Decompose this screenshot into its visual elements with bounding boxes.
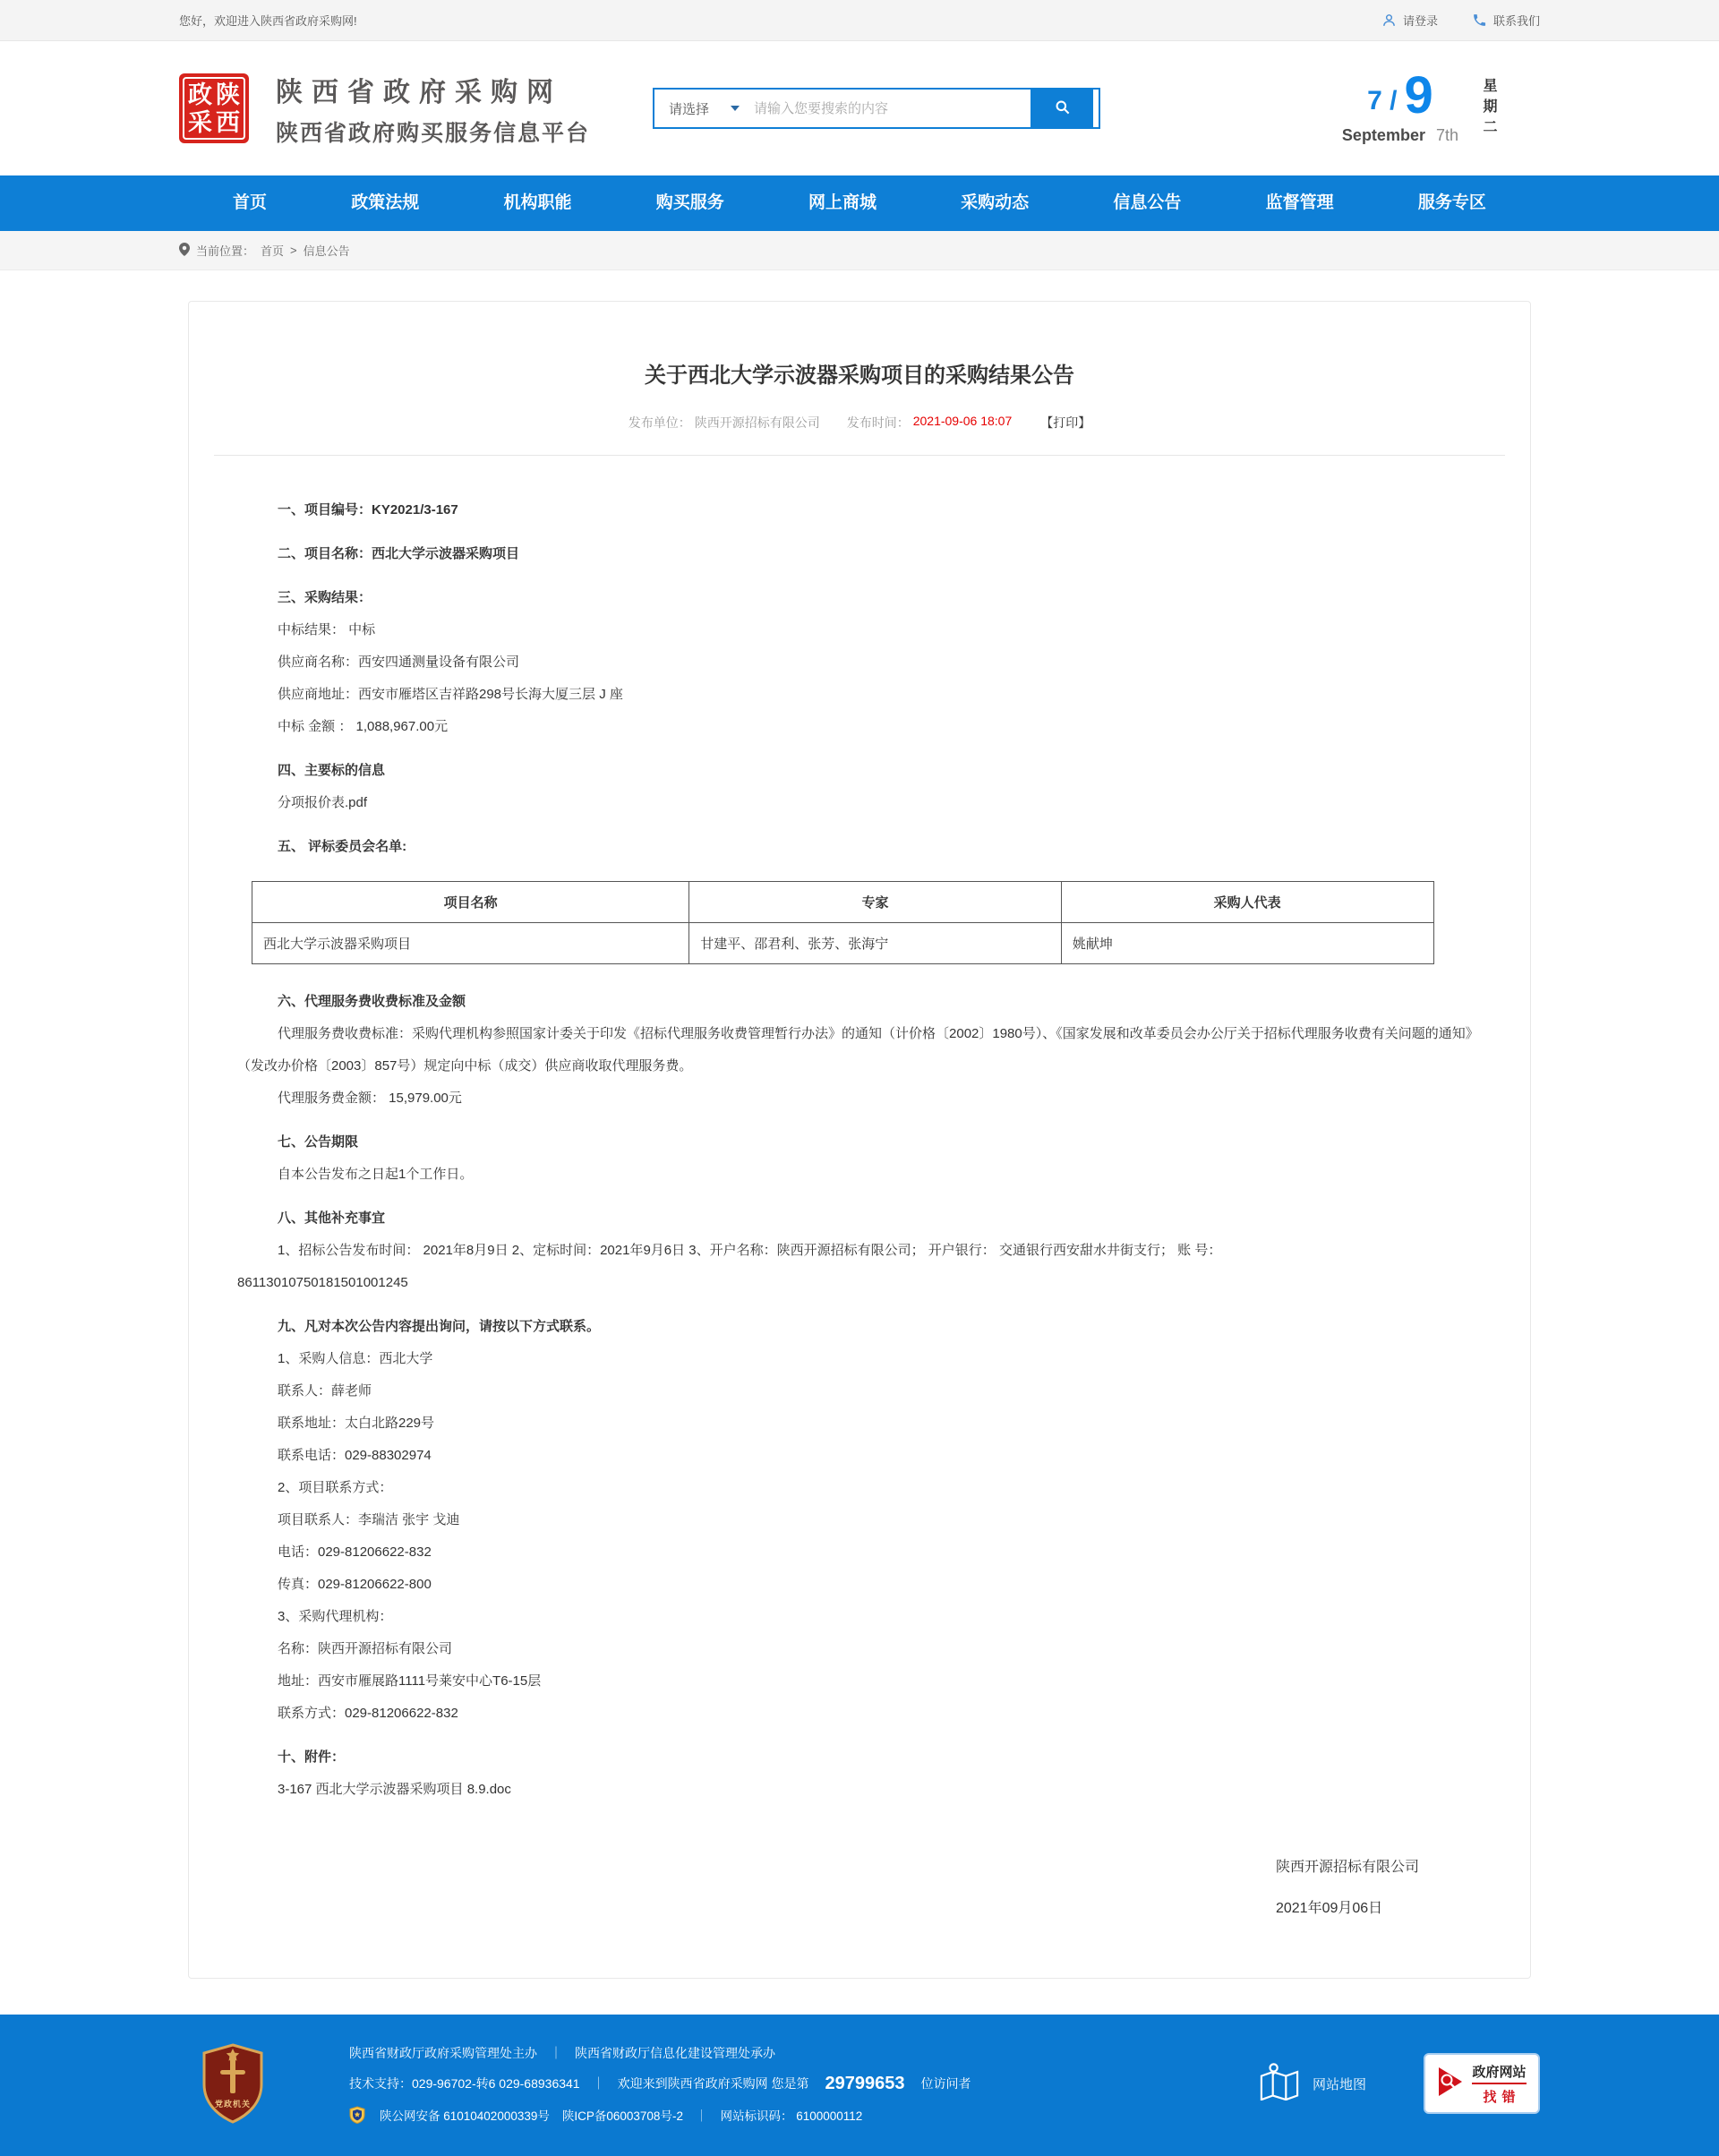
article-body [214,456,1505,1929]
breadcrumb-home-link[interactable]: 首页 [261,244,285,258]
table-header-experts: 专家 [689,882,1062,923]
account-number: 86113010750181501001245 [237,1275,408,1290]
print-button[interactable]: 【打印】 [1040,415,1091,430]
breadcrumb-current: 信息公告 [303,244,350,258]
visitor-count: 29799653 [825,2073,905,2093]
body-paragraph: 中标结果： 中标 [278,622,376,637]
party-government-emblem [201,2043,265,2124]
signature-company: 陕西开源招标有限公司 [1275,1860,1419,1875]
body-paragraph: 供应商地址：西安市雁塔区吉祥路298号长海大厦三层 J 座 [278,687,623,702]
date-ordinal: 7th [1435,125,1458,144]
article-title: 关于西北大学示波器采购项目的采购结果公告 [645,364,1074,388]
location-pin-icon [179,243,190,259]
table-cell-purchaser-rep: 姚献坤 [1061,923,1433,964]
gov-site-error-report-badge[interactable]: 政府网站 找错 [1424,2053,1540,2114]
table-header-project: 项目名称 [252,882,689,923]
date-day: 9 [1404,65,1433,124]
body-paragraph: 传真：029-81206622-800 [278,1577,432,1592]
article-meta [214,414,1505,456]
body-paragraph: 供应商名称：西安四通测量设备有限公司 [278,654,520,670]
article-container [188,301,1531,1979]
section-heading: 三、采购结果： [278,590,372,605]
phone-icon [1472,13,1487,28]
body-paragraph: 中标 金额 ： 1,088,967.00元 [278,719,449,734]
date-weekday: 星期二 [1481,77,1496,140]
site-logo [179,70,590,148]
main-nav [0,175,1719,231]
nav-item-functions[interactable]: 机构职能 [503,193,572,212]
site-subtitle: 陕西省政府购买服务信息平台 [276,120,591,146]
section-heading: 七、公告期限 [278,1134,359,1150]
nav-item-supervision[interactable]: 监督管理 [1265,193,1334,212]
chevron-down-icon [731,106,740,111]
section-heading: 二、项目名称：西北大学示波器采购项目 [278,546,520,561]
nav-item-procurement-news[interactable]: 采购动态 [961,193,1030,212]
body-paragraph: 联系电话：029-88302974 [278,1448,432,1463]
publisher-label: 发布单位： [628,415,691,430]
body-paragraph: 名称：陕西开源招标有限公司 [278,1641,453,1656]
table-header-purchaser-rep: 采购人代表 [1061,882,1433,923]
table-row [252,923,1434,964]
site-header [0,41,1719,175]
body-paragraph: 项目联系人：李瑞洁 张宇 戈迪 [278,1512,460,1527]
footer-line-beian: 陕公网安备 61010402000339号 陕ICP备06003708号-2 ｜ 网站标识码： 6100000112 [349,2106,971,2124]
bid-price-pdf-link[interactable]: 分项报价表.pdf [278,795,368,810]
search-input[interactable] [754,90,1031,127]
date-month: 7 / [1367,85,1398,116]
search-button[interactable] [1031,90,1093,127]
footer-line-organizers: 陕西省财政厅政府采购管理处主办 ｜ 陕西省财政厅信息化建设管理处承办 [349,2045,775,2060]
section-heading: 六、代理服务费收费标准及金额 [278,994,466,1009]
publisher-value: 陕西开源招标有限公司 [694,415,820,430]
nav-item-home[interactable]: 首页 [233,193,268,212]
topbar [0,0,1719,41]
nav-item-purchase-services[interactable]: 购买服务 [655,193,724,212]
nav-item-announcements[interactable]: 信息公告 [1113,193,1182,212]
section-heading: 八、其他补充事宜 [278,1211,386,1226]
error-report-flag-icon [1437,2066,1464,2101]
breadcrumb-bar [0,231,1719,270]
body-paragraph: 代理服务费收费标准：采购代理机构参照国家计委关于印发《招标代理服务收费管理暂行办法》的通知（计价格〔2002〕1980号）、《国家发展和改革委员会办公厅关于招标代理服务收费有关问题的通知》（发改办价格〔2003〕857号）规定向中标（成交）供应商收取代理服务费。 [237,1026,1479,1074]
body-paragraph: 3、采购代理机构： [278,1609,393,1624]
body-paragraph: 2、项目联系方式： [278,1480,393,1495]
table-cell-project: 西北大学示波器采购项目 [252,923,689,964]
body-paragraph: 联系人：薛老师 [278,1383,372,1399]
section-heading: 五、 评标委员会名单: [278,839,407,854]
publish-time-label: 发布时间： [846,415,910,430]
signature-date: 2021年09月06日 [1275,1901,1383,1916]
police-badge-icon [349,2106,365,2124]
breadcrumb-separator: > [290,244,297,257]
evaluation-committee-table [252,881,1434,964]
nav-item-policies[interactable]: 政策法规 [351,193,420,212]
map-icon [1259,2063,1300,2104]
section-heading: 十、附件： [278,1750,346,1765]
body-paragraph: 1、采购人信息：西北大学 [278,1351,433,1366]
body-paragraph: 代理服务费金额： 15,979.00元 [278,1091,462,1106]
search-category-select[interactable]: 请选择 [654,99,754,118]
sitemap-link[interactable]: 网站地图 [1259,2063,1366,2104]
search-box [653,88,1100,129]
publish-time-value: 2021-09-06 18:07 [912,414,1013,428]
footer-line-support: 技术支持：029-96702-转6 029-68936341 ｜ 欢迎来到陕西省政府采购网 您是第 29799653 位访问者 [349,2073,971,2093]
nav-item-service-zone[interactable]: 服务专区 [1417,193,1486,212]
table-cell-experts: 甘建平、邵君利、张芳、张海宁 [689,923,1062,964]
signature-block [1276,1847,1419,1929]
beian-icp[interactable]: 陕ICP备06003708号-2 [561,2109,683,2123]
breadcrumb-label: 当前位置： [196,244,255,258]
body-paragraph: 联系方式：029-81206622-832 [278,1706,458,1721]
beian-gongan[interactable]: 陕公网安备 61010402000339号 [380,2109,550,2123]
attachment-doc-link[interactable]: 3-167 西北大学示波器采购项目 8.9.doc [278,1782,511,1797]
section-heading: 四、主要标的信息 [278,763,386,778]
section-heading: 一、项目编号：KY2021/3-167 [278,502,458,518]
welcome-text: 您好，欢迎进入陕西省政府采购网! [179,14,357,28]
logo-seal: 政 陕 采 西 [179,73,249,143]
body-paragraph: 1、招标公告发布时间： 2021年8月9日 2、定标时间：2021年9月6日 3、开户名称：陕西开源招标有限公司； 开户银行： 交通银行西安甜水井街支行； 账 号： [278,1243,1222,1258]
breadcrumb [179,231,1540,270]
date-month-en: September [1341,125,1425,144]
body-paragraph: 自本公告发布之日起1个工作日。 [278,1167,474,1182]
body-paragraph: 电话：029-81206622-832 [278,1544,432,1560]
body-paragraph: 地址：西安市雁展路1111号莱安中心T6-15层 [278,1673,542,1689]
date-widget [1341,65,1540,145]
site-footer [0,2015,1719,2156]
login-link[interactable]: 请登录 [1381,12,1438,29]
emblem-label: 党政机关 [214,2100,251,2109]
contact-link[interactable]: 联系我们 [1472,12,1540,29]
body-paragraph: 联系地址：太白北路229号 [278,1416,435,1431]
site-title: 陕西省政府采购网 [276,77,562,107]
search-icon [1054,98,1071,118]
nav-item-online-mall[interactable]: 网上商城 [808,193,877,212]
user-icon [1381,13,1397,28]
section-heading: 九、凡对本次公告内容提出询问，请按以下方式联系。 [278,1319,601,1334]
site-code: 网站标识码： 6100000112 [720,2109,863,2123]
